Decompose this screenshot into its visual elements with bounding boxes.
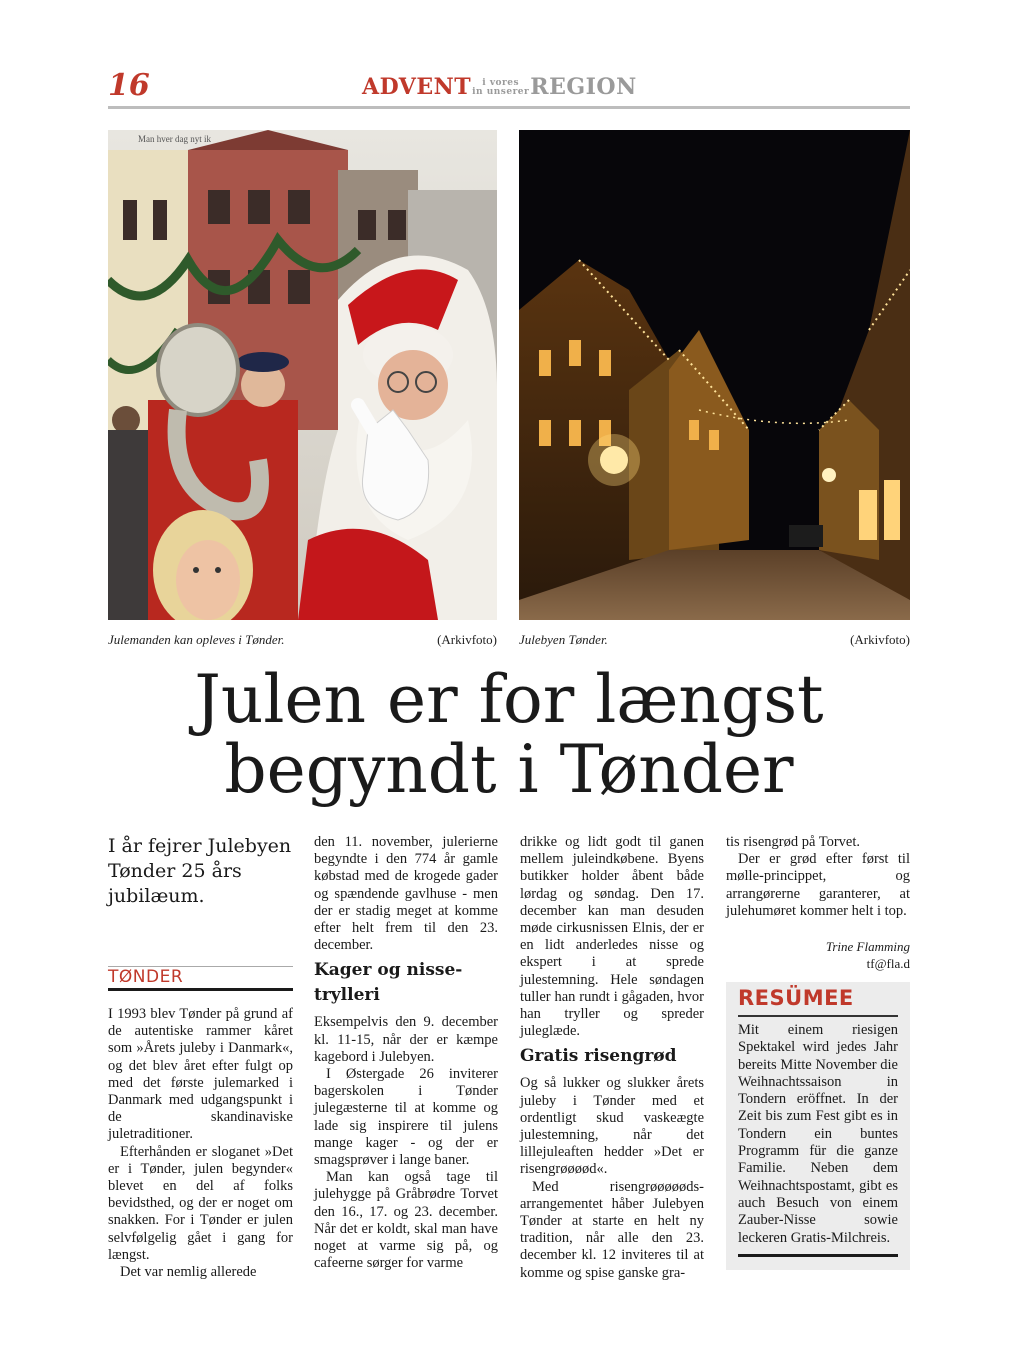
photo-credit-santa: (Arkivfoto) bbox=[437, 632, 497, 647]
paragraph: Det var nemlig allerede bbox=[120, 1264, 257, 1281]
subheading-risengrod: Gratis risengrød bbox=[520, 1046, 677, 1067]
article-column-4 bbox=[726, 834, 910, 972]
article-column-1 bbox=[108, 1006, 293, 1281]
paragraph: Eksempelvis den 9. december kl. 11-15, når der er kæmpe kagebord i Julebyen. bbox=[314, 1014, 498, 1065]
resume-rule bbox=[738, 1015, 898, 1017]
headline: Julen er for længst begyndt i Tønder bbox=[194, 661, 824, 808]
section-title-advent: ADVENT bbox=[362, 74, 472, 100]
resume-bottom-rule bbox=[738, 1254, 898, 1257]
dateline: TØNDER bbox=[108, 967, 184, 987]
paragraph: drikke og lidt godt til ganen mellem juleindkøbene. Byens butikker holder åbent både lørdag og søndag. Den 17. december kan man desuden møde cirkusnissen Elnis, der er en lidt anderledes nisse og ekspert i at sprede julestemning. Hele søndagen tuller han rundt i gågaden, hvor han tryller og spreder juleglæde. bbox=[520, 834, 704, 1040]
article-column-3 bbox=[520, 834, 704, 1282]
paragraph: Der er grød efter først til mølle-princippet, og arrangørerne garanterer, at julehumøret kommer helt i top. bbox=[726, 851, 910, 919]
intro-text: I år fejrer Julebyen Tønder 25 års jubilæum. bbox=[108, 835, 292, 907]
photo-credit-night: (Arkivfoto) bbox=[850, 632, 910, 647]
paragraph: I Østergade 26 inviterer bagerskolen i Tønder julegæsterne til at komme og lade sig inspirere til julens mange kager - og der er smagsprøver i lange baner. bbox=[314, 1066, 498, 1169]
article-column-2 bbox=[314, 834, 498, 1272]
section-title-region: REGION bbox=[530, 74, 637, 100]
paragraph: Efterhånden er sloganet »Det er i Tønder, julen begynder« blevet en del af folks bevidsthed, og der er noget om snakken. For i Tønder er julen selvfølgelig gået i gang for længst. bbox=[108, 1143, 293, 1263]
section-subtitle: i vores in unserer bbox=[472, 78, 530, 97]
street-sign-text: Man hver dag nyt ik bbox=[138, 134, 211, 144]
photo-santa bbox=[108, 130, 497, 620]
paragraph: Med risengrøøøøøds-arrangementet håber Julebyen Tønder at starte en helt ny tradition, når alle den 23. december kl. 12 inviteres til at komme og spise ganske gra- bbox=[520, 1178, 704, 1281]
photo-night-street bbox=[519, 130, 910, 620]
resume-title: RESÜMEE bbox=[738, 986, 854, 1010]
resume-text: Mit einem riesigen Spektakel wird jedes Jahr bereits Mitte November die Weihnachtssaison in Tondern eröffnet. In der Zeit bis zum Fest gibt es in Tondern ein buntes Programm für die ganze Familie. Neben dem Weihnachtspostamt, gibt es auch Besuch von einem Zauber-Nisse sowie leckeren Gratis-Milchreis. bbox=[738, 1022, 898, 1246]
subheading-kager: Kager og nisse-trylleri bbox=[314, 960, 463, 1006]
page-number: 16 bbox=[108, 68, 150, 103]
paragraph: tis risengrød på Torvet. bbox=[726, 834, 861, 850]
paragraph: den 11. november, julerierne begyndte i den 774 år gamle købstad med de krogede gader og spændende gavlhuse - men der er stadig meget at komme efter helt frem til den 23. december. bbox=[314, 834, 498, 954]
photo-caption-santa: Julemanden kan opleves i Tønder. bbox=[108, 632, 285, 647]
author-byline: Trine Flamming bbox=[825, 939, 910, 955]
paragraph: Man kan også tage til julehygge på Gråbrødre Torvet den 16., 17. og 23. december. Når det er koldt, skal man have noget at varme sig på, og cafeerne sørger for varme bbox=[314, 1169, 498, 1272]
paragraph: Og så lukker og slukker årets juleby i Tønder med et ordentligt skud vaskeægte julestemning, når det lillejuleaften hedder »Det er risengrøøøød«. bbox=[520, 1075, 704, 1178]
photo-caption-night: Julebyen Tønder. bbox=[519, 632, 608, 647]
dateline-bottom-rule bbox=[108, 988, 293, 991]
section-header bbox=[362, 74, 662, 100]
paragraph: I 1993 blev Tønder på grund af de autentiske rammer kåret som »Årets juleby i Danmark«, og det blev året efter fulgt op med det første julemarked i Danmark med udgangspunkt i de skandinaviske juletraditioner. bbox=[108, 1006, 293, 1143]
author-email: tf@fla.d bbox=[866, 956, 910, 972]
header-rule bbox=[108, 106, 910, 109]
